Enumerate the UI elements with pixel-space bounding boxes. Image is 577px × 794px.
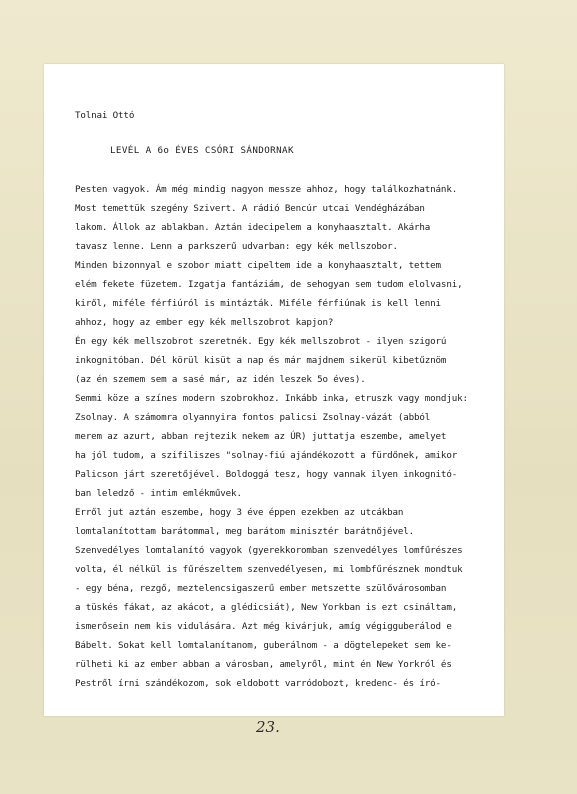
body-line: Most temettük szegény Szivert. A rádió Bencúr utcai Vendégházában xyxy=(75,203,425,214)
body-line: Zsolnay. A számomra olyannyira fontos palicsi Zsolnay-vázát (abból xyxy=(75,412,431,423)
body-line: ahhoz, hogy az ember egy kék mellszobrot kapjon? xyxy=(75,317,334,328)
body-line: Erről jut aztán eszembe, hogy 3 éve éppen ezekben az utcákban xyxy=(75,507,404,518)
body-line: rülheti ki az ember abban a városban, amelyről, mint én New Yorkról és xyxy=(75,659,452,670)
body-line: ha jól tudom, a szifiliszes "solnay-fiú ajándékozott a fürdőnek, amikor xyxy=(75,450,458,461)
body-line: Palicson járt szeretőjével. Boldoggá tesz, hogy vannak ilyen inkognitó- xyxy=(75,469,458,480)
body-line: tavasz lenne. Lenn a parkszerű udvarban: egy kék mellszobor. xyxy=(75,241,398,252)
letter-title: LEVÉL A 6o ÉVES CSÓRI SÁNDORNAK xyxy=(110,145,294,156)
body-line: Pestről írni szándékozom, sok eldobott varródobozt, kredenc- és író- xyxy=(75,678,441,689)
body-line: elém fekete füzetem. Izgatja fantáziám, de sehogyan sem tudom elolvasni, xyxy=(75,279,463,290)
handwritten-page-number: 23. xyxy=(256,718,280,736)
body-line: volta, él nélkül is fűrészeltem szenvedélyesen, mi lombfűrésznek mondtuk xyxy=(75,564,463,575)
body-line: Minden bizonnyal e szobor miatt cipeltem ide a konyhaasztalt, tettem xyxy=(75,260,441,271)
document-page xyxy=(44,64,504,716)
body-line: Bábelt. Sokat kell lomtalanítanom, guberálnom - a dögtelepeket sem ke- xyxy=(75,640,452,651)
body-line: lakom. Állok az ablakban. Aztán idecipelem a konyhaasztalt. Akárha xyxy=(75,222,431,233)
body-line: Semmi köze a színes modern szobrokhoz. Inkább inka, etruszk vagy mondjuk: xyxy=(75,393,468,404)
body-line: a tüskés fákat, az akácot, a glédicsiát), New Yorkban is ezt csináltam, xyxy=(75,602,458,613)
body-line: Szenvedélyes lomtalanító vagyok (gyerekkoromban szenvedélyes lomfűrészes xyxy=(75,545,463,556)
body-line: ismerősein nem kis vidulására. Azt még kivárjuk, amíg végigguberálod e xyxy=(75,621,452,632)
author-name: Tolnai Ottó xyxy=(75,110,135,121)
body-line: Én egy kék mellszobrot szeretnék. Egy kék mellszobrot - ilyen szigorú xyxy=(75,336,447,347)
body-line: lomtalanítottam barátommal, meg barátom minisztér barátnőjével. xyxy=(75,526,415,537)
body-line: merem az azurt, abban rejtezik nekem az ÚR) juttatja eszembe, amelyet xyxy=(75,431,447,442)
body-line: (az én szemem sem a sasé már, az idén leszek 5o éves). xyxy=(75,374,366,385)
body-line: ban leledző - intim emlékművek. xyxy=(75,488,242,499)
body-line: inkognitóban. Dél körül kisüt a nap és már majdnem sikerül kibetűznöm xyxy=(75,355,447,366)
body-line: - egy béna, rezgő, meztelencsigaszerű ember metszette szülővárosomban xyxy=(75,583,447,594)
body-line: Pesten vagyok. Ám még mindig nagyon messze ahhoz, hogy találkozhatnánk. xyxy=(75,184,458,195)
body-line: kiről, miféle férfiúról is mintázták. Miféle férfiúnak is kell lenni xyxy=(75,298,441,309)
